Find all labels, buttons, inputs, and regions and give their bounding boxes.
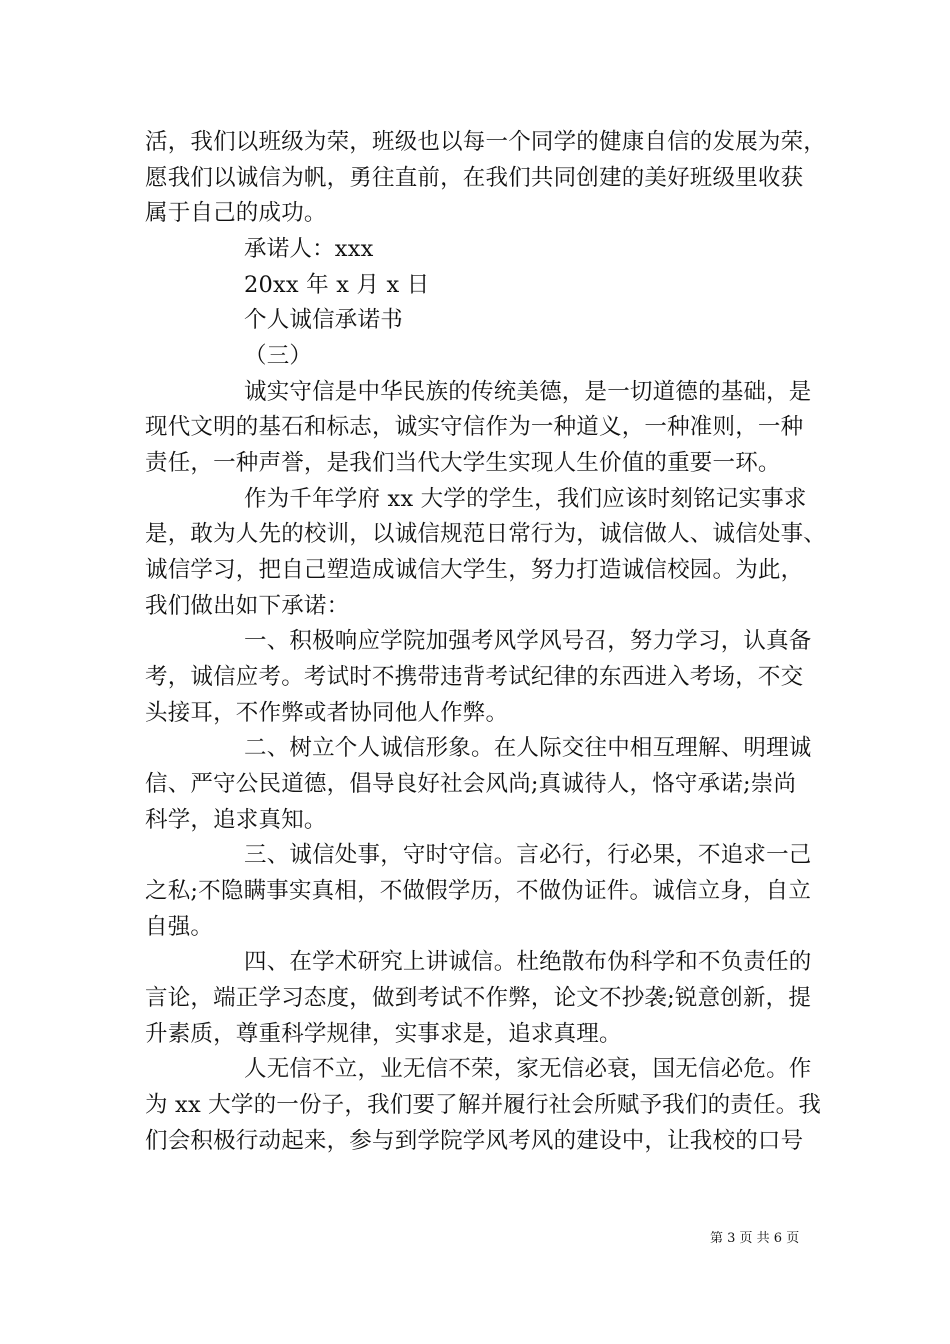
date-line: 20xx 年 x 月 x 日 (244, 272, 430, 298)
section-title: 个人诚信承诺书 (244, 307, 403, 333)
text-line: 作为千年学府 xx 大学的学生，我们应该时刻铭记实事求 (244, 486, 807, 512)
text-line: 我们做出如下承诺： (145, 593, 350, 619)
text-line: 诚信学习，把自己塑造成诚信大学生，努力打造诚信校园。为此， (145, 557, 804, 583)
text-line: 自强。 (145, 914, 214, 940)
text-line: 科学，追求真知。 (145, 807, 327, 833)
text-line: 为 xx 大学的一份子，我们要了解并履行社会所赋予我们的责任。我 (145, 1092, 822, 1118)
text-line: 责任，一种声誉，是我们当代大学生实现人生价值的重要一环。 (145, 450, 781, 476)
text-line: 愿我们以诚信为帆，勇往直前，在我们共同创建的美好班级里收获 (145, 165, 804, 191)
text-line: 四、在学术研究上讲诚信。杜绝散布伪科学和不负责任的 (244, 949, 812, 975)
text-line: 诚实守信是中华民族的传统美德，是一切道德的基础，是 (244, 379, 812, 405)
text-line: 活，我们以班级为荣，班级也以每一个同学的健康自信的发展为荣， (145, 129, 827, 155)
text-line: 三、诚信处事，守时守信。言必行，行必果，不追求一己 (244, 842, 812, 868)
text-line: 言论，端正学习态度，做到考试不作弊，论文不抄袭;锐意创新，提 (145, 985, 812, 1011)
text-line: 之私;不隐瞒事实真相，不做假学历，不做伪证件。诚信立身，自立 (145, 878, 812, 904)
signer-line: 承诺人：xxx (244, 236, 374, 262)
text-line: 一、积极响应学院加强考风学风号召，努力学习，认真备 (244, 628, 812, 654)
text-line: 头接耳，不作弊或者协同他人作弊。 (145, 700, 509, 726)
text-line: 现代文明的基石和标志，诚实守信作为一种道义，一种准则，一种 (145, 414, 804, 440)
text-line: 属于自己的成功。 (145, 200, 327, 226)
text-line: 考，诚信应考。考试时不携带违背考试纪律的东西进入考场，不交 (145, 664, 804, 690)
section-number: （三） (244, 343, 313, 369)
text-line: 信、严守公民道德，倡导良好社会风尚;真诚待人，恪守承诺;崇尚 (145, 771, 797, 797)
text-line: 人无信不立，业无信不荣，家无信必衰，国无信必危。作 (244, 1056, 812, 1082)
text-line: 们会积极行动起来，参与到学院学风考风的建设中，让我校的口号 (145, 1128, 804, 1154)
text-line: 是，敢为人先的校训，以诚信规范日常行为，诚信做人、诚信处事、 (145, 521, 827, 547)
text-line: 二、树立个人诚信形象。在人际交往中相互理解、明理诚 (244, 735, 812, 761)
page-number-footer: 第 3 页 共 6 页 (710, 1231, 800, 1246)
text-line: 升素质，尊重科学规律，实事求是，追求真理。 (145, 1021, 622, 1047)
